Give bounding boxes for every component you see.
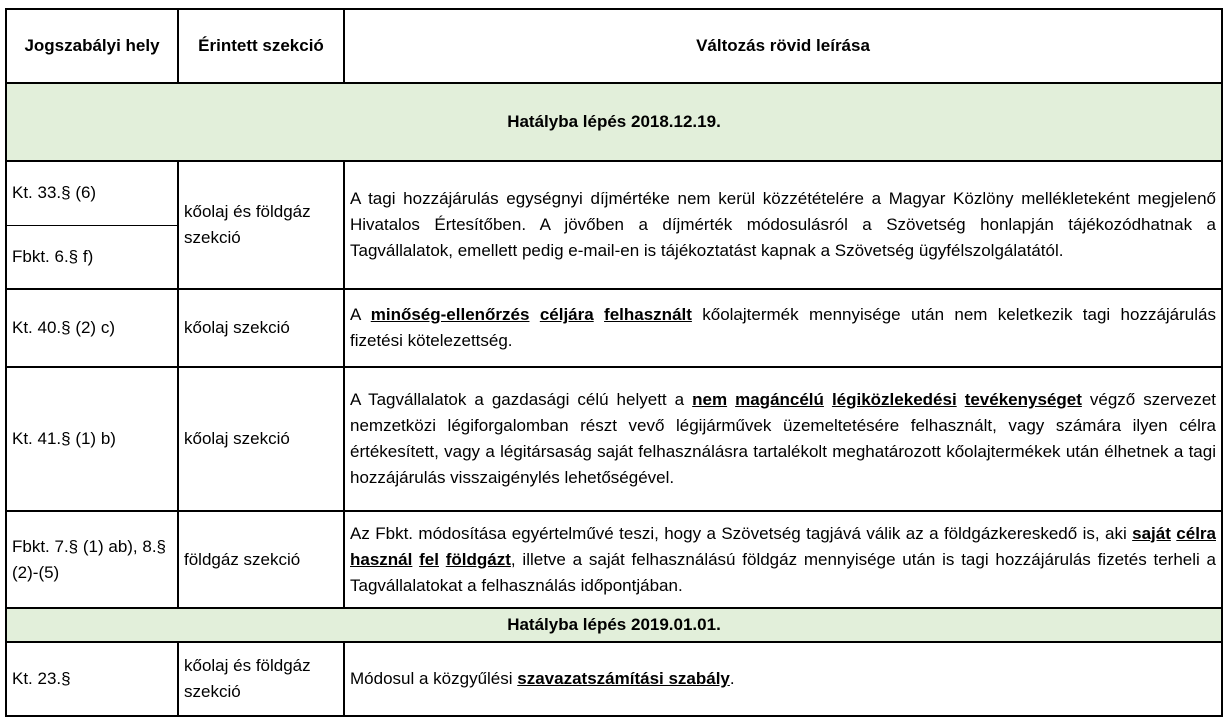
change-description (344, 511, 1222, 608)
description-text: Módosul a közgyűlési (350, 669, 518, 688)
section-row (6, 83, 1222, 161)
change-description (344, 367, 1222, 511)
change-description: A tagi hozzájárulás egységnyi díjmértéke nem kerül közzétételére a Magyar Közlöny mellékleteként megjelenő Hivatalos Értesítőben. A jövőben a díjmérték módosulásról a Szövetség honlapján tájékozódhatnak a Tagvállalatok, emellett pedig e-mail-en is tájékoztatást kapnak a Szövetség ügyfélszolgálatától. (344, 161, 1222, 289)
change-description (344, 289, 1222, 367)
description-text: A (350, 305, 371, 324)
table-row (6, 367, 1222, 511)
section-heading-2019: Hatályba lépés 2019.01.01. (6, 608, 1222, 642)
amendments-table (5, 8, 1223, 717)
header-row (6, 9, 1222, 83)
highlighted-term: fel (419, 549, 439, 569)
affected-section: kőolaj szekció (178, 367, 344, 511)
table-row (6, 511, 1222, 608)
table-row (6, 642, 1222, 716)
description-text: végző szervezet nemzetközi légiforgalomban részt vevő légijárművek üzemeltetésére felhasznált, vagy számára ilyen célra értékesített, vagy a légitársaság saját felhasználásra tartalékolt meghatározott kőolajtermékek után élhetnek a tagi hozzájárulás visszaigénylés lehetőségével. (350, 390, 1217, 487)
highlighted-term: célra (1176, 523, 1216, 543)
highlighted-term: saját (1132, 523, 1171, 543)
legal-reference: Fbkt. 6.§ f) (6, 225, 178, 289)
highlighted-term: használ (350, 549, 413, 569)
highlighted-term: tevékenységet (964, 390, 1082, 409)
highlighted-term: szavazatszámítási szabály (517, 669, 730, 688)
legal-reference: Kt. 33.§ (6) (6, 161, 178, 225)
description-text: , illetve a saját felhasználású földgáz mennyisége után is tagi hozzájárulás fizetés terheli a Tagvállalatokat a felhasználás időpontjában. (350, 549, 1217, 595)
header-legal-reference: Jogszabályi hely (6, 9, 178, 83)
highlighted-term: minőség-ellenőrzés (370, 305, 530, 324)
affected-section: földgáz szekció (178, 511, 344, 608)
table-row (6, 289, 1222, 367)
section-row (6, 608, 1222, 642)
header-change-description: Változás rövid leírása (344, 9, 1222, 83)
highlighted-term: felhasznált (604, 305, 692, 324)
highlighted-term: magáncélú (735, 390, 824, 409)
affected-section: kőolaj szekció (178, 289, 344, 367)
highlighted-term: földgázt (445, 549, 511, 569)
legal-reference: Kt. 40.§ (2) c) (6, 289, 178, 367)
header-affected-section: Érintett szekció (178, 9, 344, 83)
affected-section: kőolaj és földgáz szekció (178, 642, 344, 716)
description-text: A Tagvállalatok a gazdasági célú helyett a (350, 390, 693, 409)
highlighted-term: céljára (539, 305, 594, 324)
legal-reference: Fbkt. 7.§ (1) ab), 8.§ (2)-(5) (6, 511, 178, 608)
highlighted-term: légiközlekedési (831, 390, 957, 409)
table-row (6, 161, 1222, 225)
description-text: . (729, 669, 735, 688)
change-description (344, 642, 1222, 716)
section-heading-2018: Hatályba lépés 2018.12.19. (6, 83, 1222, 161)
legal-reference: Kt. 23.§ (6, 642, 178, 716)
description-text: kőolajtermék mennyisége után nem keletkezik tagi hozzájárulás fizetési kötelezettség. (350, 305, 1216, 350)
legal-reference: Kt. 41.§ (1) b) (6, 367, 178, 511)
affected-section: kőolaj és földgáz szekció (178, 161, 344, 289)
description-text: Az Fbkt. módosítása egyértelművé teszi, hogy a Szövetség tagjává válik az a földgázkereskedő is, aki (350, 523, 1133, 543)
highlighted-term: nem (692, 390, 728, 409)
